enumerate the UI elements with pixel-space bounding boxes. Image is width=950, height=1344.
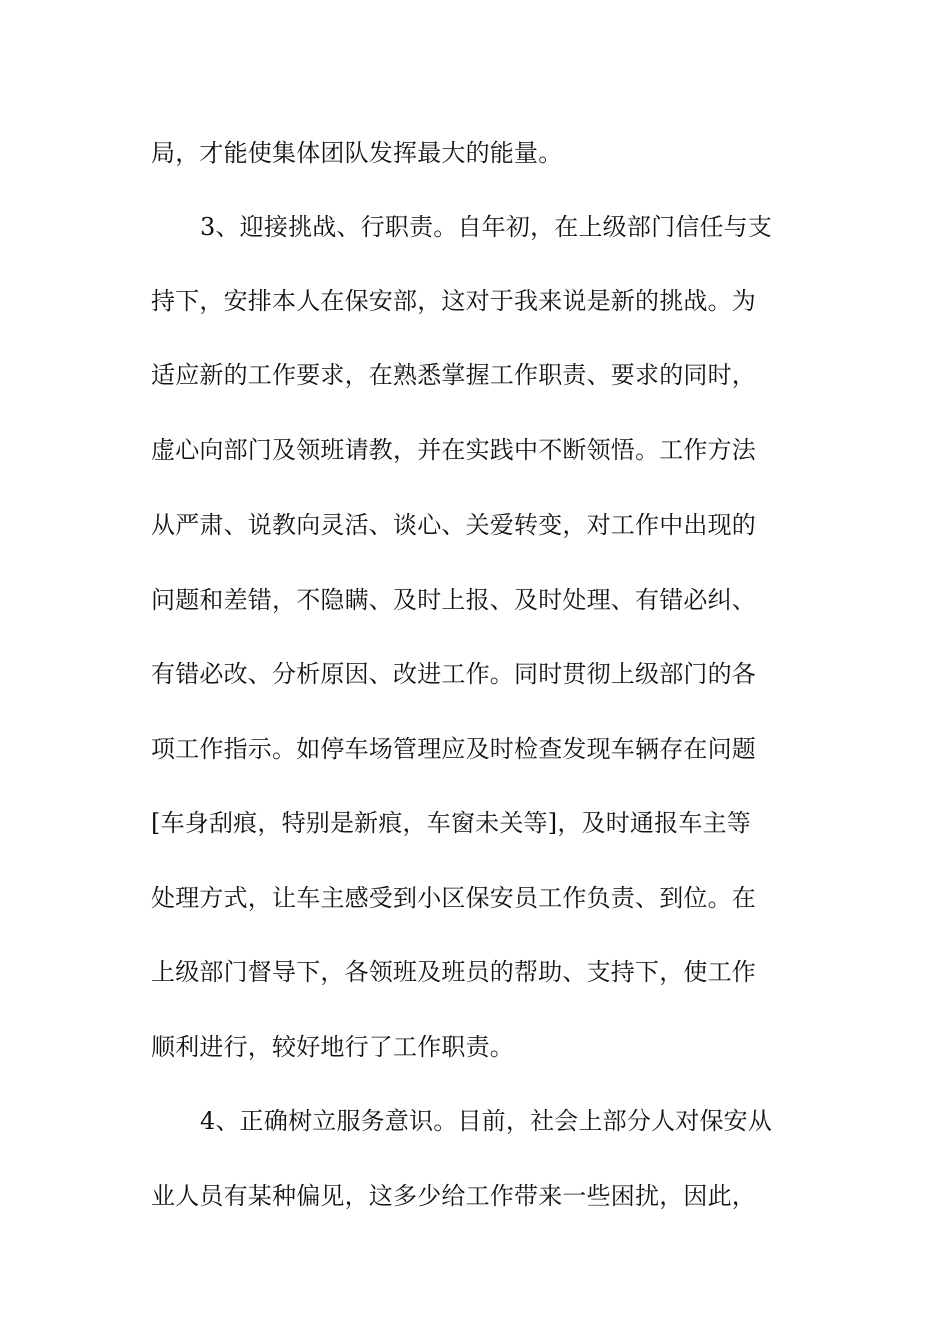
text-line: 问题和差错，不隐瞒、及时上报、及时处理、有错必纠、 (151, 586, 756, 614)
text-line: 4、正确树立服务意识。目前，社会上部分人对保安从 (200, 1107, 773, 1135)
text-line: 顺利进行，较好地行了工作职责。 (151, 1033, 514, 1061)
text-line: 上级部门督导下，各领班及班员的帮助、支持下，使工作 (151, 958, 756, 986)
text-line: 处理方式，让车主感受到小区保安员工作负责、到位。在 (151, 884, 756, 912)
text-line: 项工作指示。如停车场管理应及时检查发现车辆存在问题 (151, 735, 756, 763)
text-line: 持下，安排本人在保安部，这对于我来说是新的挑战。为 (151, 287, 756, 315)
text-line: 局，才能使集体团队发挥最大的能量。 (151, 139, 563, 167)
text-line: 业人员有某种偏见，这多少给工作带来一些困扰，因此， (151, 1182, 756, 1210)
text-line: 有错必改、分析原因、改进工作。同时贯彻上级部门的各 (151, 660, 756, 688)
text-line: 虚心向部门及领班请教，并在实践中不断领悟。工作方法 (151, 436, 756, 464)
text-line: [车身刮痕，特别是新痕，车窗未关等]，及时通报车主等 (151, 809, 751, 837)
text-line: 3、迎接挑战、行职责。自年初，在上级部门信任与支 (200, 213, 773, 241)
text-line: 适应新的工作要求，在熟悉掌握工作职责、要求的同时， (151, 361, 756, 389)
text-line: 从严肃、说教向灵活、谈心、关爱转变，对工作中出现的 (151, 511, 756, 539)
